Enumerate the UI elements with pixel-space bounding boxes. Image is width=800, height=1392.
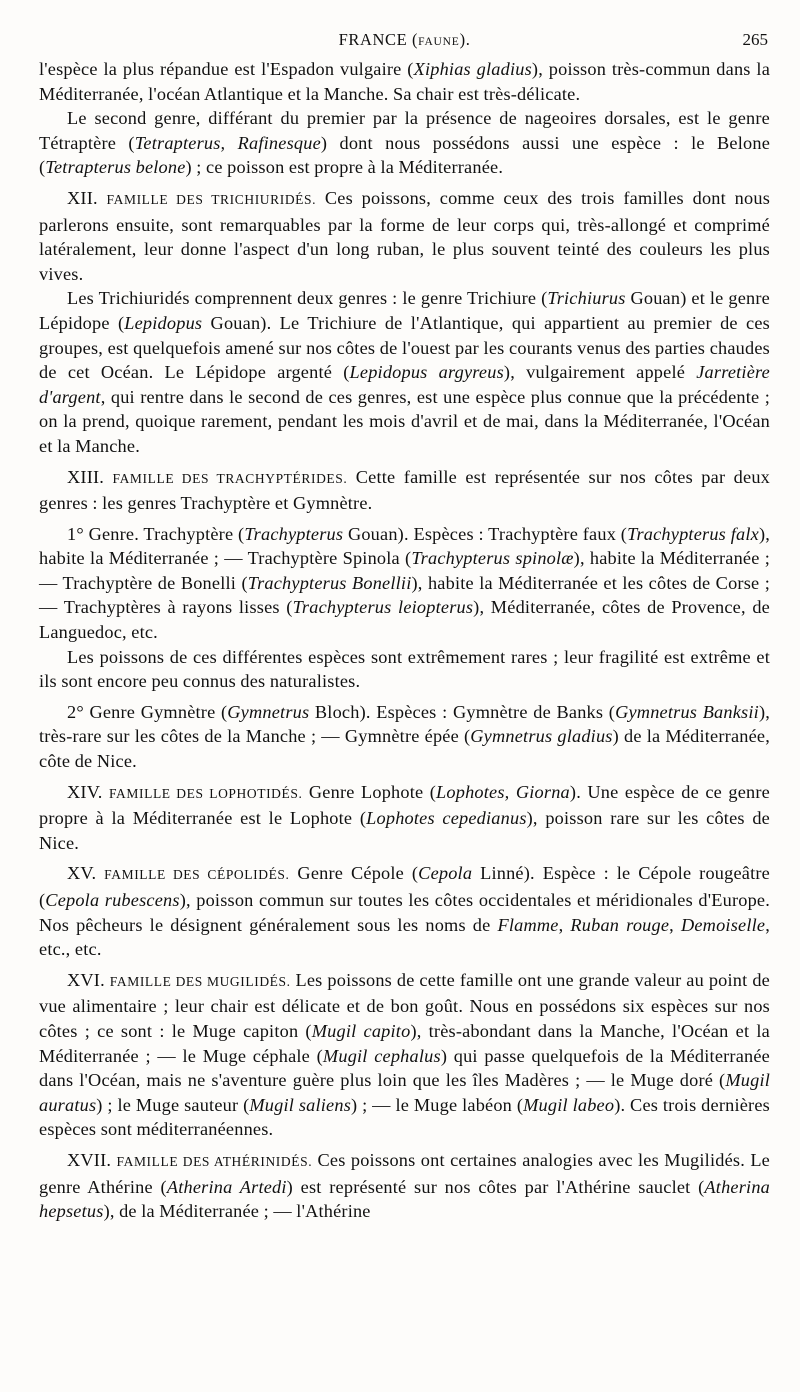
running-title-end: ). xyxy=(459,30,471,49)
book-page xyxy=(39,30,770,1224)
running-title xyxy=(39,30,770,50)
paragraph-10: XV. FAMILLE DES CÉPOLIDÉS. Genre Cépole (Cepola Linné). Espèce : le Cépole rougeâtre (Cepola rubescens), poisson commun sur toutes les côtes occidentales et méridionales d'Europe. Nos pêcheurs le désignent généralement sous les noms de Flamme, Ruban rouge, Demoiselle, etc., etc. xyxy=(39,863,771,960)
paragraph-12: XVII. FAMILLE DES ATHÉRINIDÉS. Ces poissons ont certaines analogies avec les Mugilidés. Le genre Athérine (Atherina Artedi) est représenté sur nos côtes par l'Athérine sauclet (Atherina hepsetus), de la Méditerranée ; — l'Athérine xyxy=(39,1149,771,1222)
paragraph-6: 1° Genre. Trachyptère (Trachypterus Gouan). Espèces : Trachyptère faux (Trachypterus falx), habite la Méditerranée ; — Trachyptère Spinola (Trachypterus spinolæ), habite la Méditerranée ; — Trachyptère de Bonelli (Trachypterus Bonellii), habite la Méditerranée et les côtes de Corse ; — Trachyptères à rayons lisses (Trachypterus leiopterus), Méditerranée, côtes de Provence, de Languedoc, etc. xyxy=(39,523,770,643)
body-text xyxy=(39,57,770,1224)
running-title-small: FAUNE xyxy=(418,36,460,48)
paragraph-9: XIV. FAMILLE DES LOPHOTIDÉS. Genre Lophote (Lophotes, Giorna). Une espèce de ce genre propre à la Méditerranée est le Lophote (Lophotes cepedianus), poisson rare sur les côtes de Nice. xyxy=(39,781,770,853)
running-title-main: FRANCE ( xyxy=(338,30,419,49)
paragraph-8: 2° Genre Gymnètre (Gymnetrus Bloch). Espèces : Gymnètre de Banks (Gymnetrus Banksii), très-rare sur les côtes de la Manche ; — Gymnètre épée (Gymnetrus gladius) de la Méditerranée, côte de Nice. xyxy=(39,701,770,772)
paragraph-5: XIII. FAMILLE DES TRACHYPTÉRIDES. Cette famille est représentée sur nos côtes par deux genres : les genres Trachyptère et Gymnètre. xyxy=(39,466,770,514)
paragraph-2: Le second genre, différant du premier par la présence de nageoires dorsales, est le genre Tétraptère (Tetrapterus, Rafinesque) dont nous possédons aussi une espèce : le Belone (Tetrapterus belone) ; ce poisson est propre à la Méditerranée. xyxy=(39,108,771,178)
page-number: 265 xyxy=(742,30,768,49)
paragraph-4: Les Trichiuridés comprennent deux genres : le genre Trichiure (Trichiurus Gouan) et le genre Lépidope (Lepidopus Gouan). Le Trichiure de l'Atlantique, qui appartient au premier de ces groupes, est quelquefois amené sur nos côtes de l'ouest par les courants venus des parties chaudes de cet Océan. Le Lépidope argenté (Lepidopus argyreus), vulgairement appelé Jarretière d'argent, qui rentre dans le second de ces genres, est une espèce plus connue que la précédente ; on la prend, quoique rarement, pendant les mois d'avril et de mai, dans la Méditerranée, l'Océan et la Manche. xyxy=(39,288,770,456)
paragraph-7: Les poissons de ces différentes espèces sont extrêmement rares ; leur fragilité est extrême et ils sont encore peu connus des naturalistes. xyxy=(39,646,770,692)
paragraph-1: l'espèce la plus répandue est l'Espadon vulgaire (Xiphias gladius), poisson très-commun dans la Méditerranée, l'océan Atlantique et la Manche. Sa chair est très-délicate. xyxy=(39,59,771,104)
page-header xyxy=(39,30,770,54)
paragraph-11: XVI. FAMILLE DES MUGILIDÉS. Les poissons de cette famille ont une grande valeur au point de vue alimentaire ; leur chair est délicate et de bon goût. Nous en possédons six espèces sur nos côtes ; ce sont : le Muge capiton (Mugil capito), très-abondant dans la Manche, l'Océan et la Méditerranée ; — le Muge céphale (Mugil cephalus) qui passe quelquefois de la Méditerranée dans l'Océan, mais ne s'aventure guère plus loin que les îles Madères ; — le Muge doré (Mugil auratus) ; le Muge sauteur (Mugil saliens) ; — le Muge labéon (Mugil labeo). Ces trois dernières espèces sont méditerranéennes. xyxy=(39,969,770,1140)
paragraph-3: XII. FAMILLE DES TRICHIURIDÉS. Ces poissons, comme ceux des trois familles dont nous parlerons ensuite, sont remarquables par la forme de leur corps qui, très-allongé et comprimé latéralement, leur donne l'aspect d'un long ruban, le plus souvent teinté des couleurs les plus vives. xyxy=(39,187,771,284)
